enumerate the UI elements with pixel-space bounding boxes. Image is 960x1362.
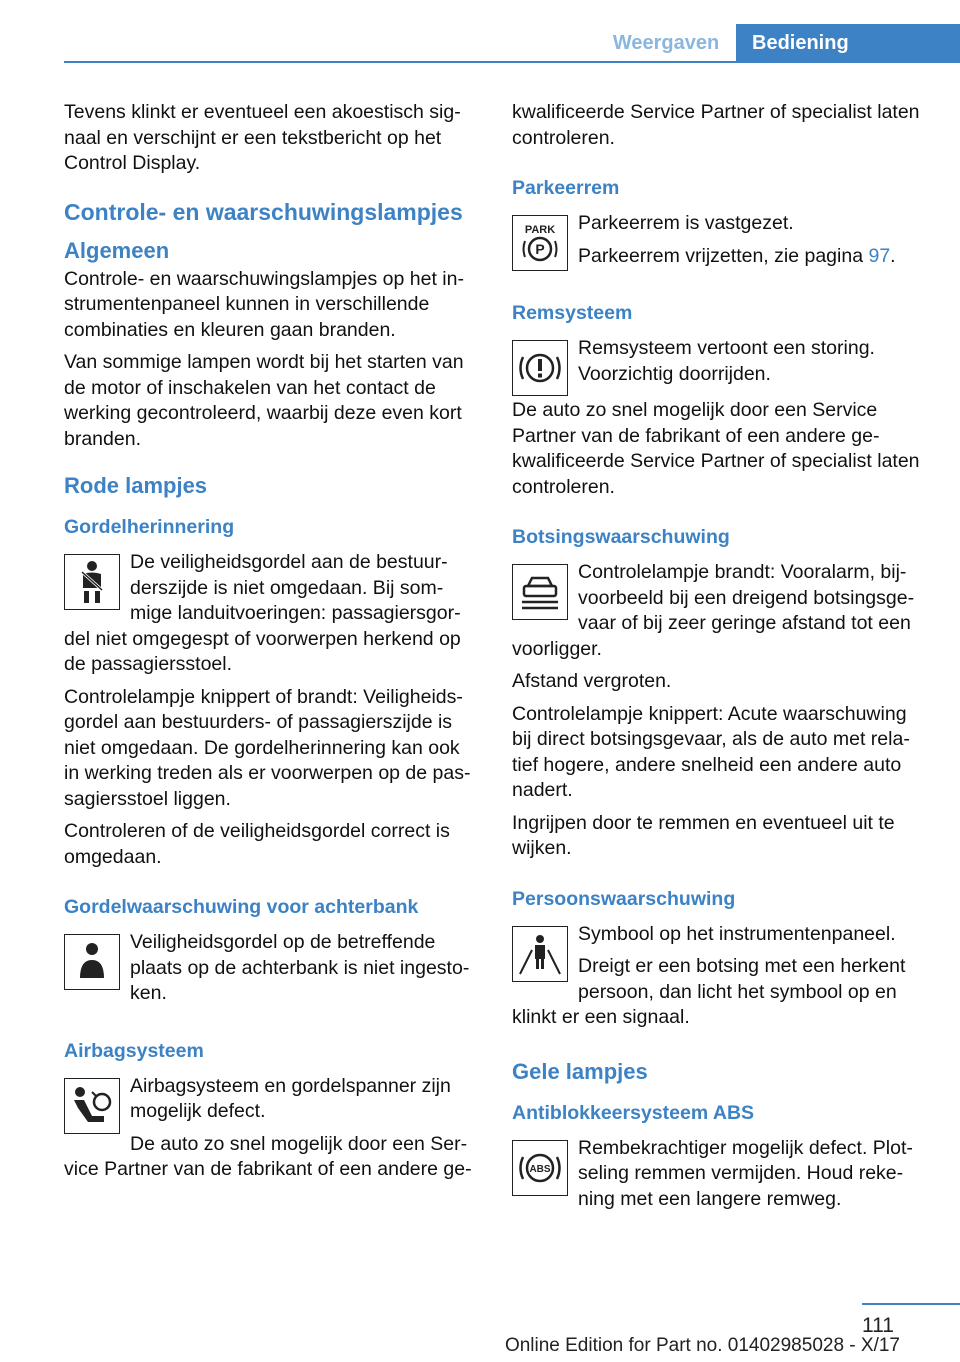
seatbelt-reminder-icon — [64, 554, 120, 610]
abs-paragraph-1: Rembekrachtiger mogelijk defect. Plotseling remmen vermijden. Houd rekening met een langere remweg. — [578, 1136, 913, 1210]
parkeerrem-paragraph-2 — [512, 244, 928, 270]
gordelherinnering-paragraph-2: Controlelampje knippert of brandt: Veiligheidsgordel aan bestuurders- of passagierszijde is niet omgedaan. De gordelherinnering kan ook in werking treden als er voorwerpen op de passagiersstoel liggen. — [64, 685, 471, 810]
persoon-block — [512, 922, 928, 1038]
gordelherinnering-block — [64, 550, 478, 685]
gordelherinnering-paragraph-3: Controleren of de veiligheidsgordel correct is omgedaan. — [64, 820, 450, 868]
park-icon-label: PARK — [524, 224, 556, 236]
parking-brake-icon — [512, 215, 568, 271]
algemeen-paragraph-1: Controle- en waarschuwingslampjes op het instrumentenpaneel kunnen in verschillende combinaties en kleuren gaan branden. — [64, 267, 464, 341]
tab-bediening[interactable]: Bediening — [736, 24, 960, 62]
botsing-block — [512, 560, 928, 669]
rear-seatbelt-icon — [64, 934, 120, 990]
airbag-block — [64, 1074, 478, 1190]
parkeerrem-text: Parkeerrem vrijzetten, zie pagina — [578, 244, 869, 267]
botsing-paragraph-3: Controlelampje knippert: Acute waarschuwing bij direct botsingsgevaar, als de auto met relatief hogere, andere snelheid een andere auto nadert. — [512, 702, 910, 801]
heading-remsysteem: Remsysteem — [512, 302, 633, 324]
pedestrian-warning-icon — [512, 926, 568, 982]
edition-note: Online Edition for Part no. 01402985028 - X/17 — [504, 1335, 900, 1356]
left-column — [64, 100, 478, 1190]
page-link-97[interactable]: 97 — [868, 244, 891, 267]
botsing-paragraph-2: Afstand vergroten. — [512, 670, 672, 692]
tab-weergaven[interactable]: Weergaven — [612, 31, 720, 54]
heading-gele-lampjes: Gele lampjes — [512, 1058, 648, 1084]
airbag-paragraph-1: Airbagsysteem en gordelspanner zijn mogelijk defect. — [130, 1074, 451, 1122]
right-column — [512, 100, 928, 1219]
heading-parkeerrem: Parkeerrem — [512, 177, 620, 199]
botsing-paragraph-4: Ingrijpen door te remmen en eventueel uit te wijken. — [512, 811, 895, 859]
remsysteem-paragraph-2: De auto zo snel mogelijk door een Service Partner van de fabrikant of een andere gekwalificeerde Service Partner of specialist laten controleren. — [512, 399, 920, 498]
persoon-paragraph-1: Symbool op het instrumentenpaneel. — [578, 922, 896, 945]
algemeen-paragraph-2: Van sommige lampen wordt bij het starten van de motor of inschakelen van het contact de werking gecontroleerd, waarbij deze even kort branden. — [64, 351, 464, 450]
continued-paragraph: kwalificeerde Service Partner of specialist laten controleren. — [512, 101, 920, 149]
gordelherinnering-paragraph-1: De veiligheidsgordel aan de bestuurderszijde is niet omgedaan. Bij sommige landuitvoeringen: passagiersgordel niet omgegespt of voorwerpen herkend op de passagiersstoel. — [64, 551, 461, 675]
abs-icon-label: ABS — [529, 1163, 551, 1175]
heading-achterbank: Gordelwaarschuwing voor achterbank — [64, 896, 419, 918]
achterbank-paragraph-1: Veiligheidsgordel op de betreffende plaats op de achterbank is niet ingestoken. — [130, 931, 470, 1004]
airbag-icon — [64, 1078, 120, 1134]
heading-rode-lampjes: Rode lampjes — [64, 473, 208, 498]
achterbank-block — [64, 930, 478, 1014]
abs-icon — [512, 1140, 568, 1196]
heading-gordelherinnering: Gordelherinnering — [64, 516, 235, 538]
airbag-paragraph-2: De auto zo snel mogelijk door een Service Partner van de fabrikant of een andere ge- — [64, 1132, 472, 1180]
collision-warning-icon — [512, 564, 568, 620]
svg-text:P: P — [535, 241, 545, 257]
heading-algemeen: Algemeen — [64, 237, 170, 263]
remsysteem-paragraph-1: Remsysteem vertoont een storing. Voorzichtig doorrijden. — [578, 337, 875, 385]
page-number: 111 — [862, 1314, 894, 1337]
footer-rule — [862, 1303, 960, 1305]
parkeerrem-period: . — [890, 244, 896, 267]
heading-abs: Antiblokkeersysteem ABS — [512, 1101, 755, 1124]
heading-airbagsysteem: Airbagsysteem — [64, 1039, 204, 1062]
botsing-paragraph-1: Controlelampje brandt: Vooralarm, bijvoorbeeld bij een dreigend botsingsgevaar of bij zeer geringe afstand tot een voorligger. — [512, 561, 915, 660]
section-title: Controle- en waarschuwingslampjes — [64, 198, 463, 225]
parkeerrem-block — [512, 211, 928, 276]
abs-block — [512, 1136, 928, 1220]
remsysteem-block — [512, 336, 928, 400]
brake-warning-icon — [512, 340, 568, 396]
heading-botsingswaarschuwing: Botsingswaarschuwing — [512, 526, 730, 548]
persoon-paragraph-2: Dreigt er een botsing met een herkent persoon, dan licht het symbool op en klinkt er een signaal. — [512, 955, 906, 1028]
intro-paragraph: Tevens klinkt er eventueel een akoestisch signaal en verschijnt er een tekstbericht op het Control Display. — [64, 101, 461, 174]
heading-persoonswaarschuwing: Persoonswaarschuwing — [512, 887, 736, 910]
parkeerrem-paragraph-1: Parkeerrem is vastgezet. — [578, 212, 794, 234]
